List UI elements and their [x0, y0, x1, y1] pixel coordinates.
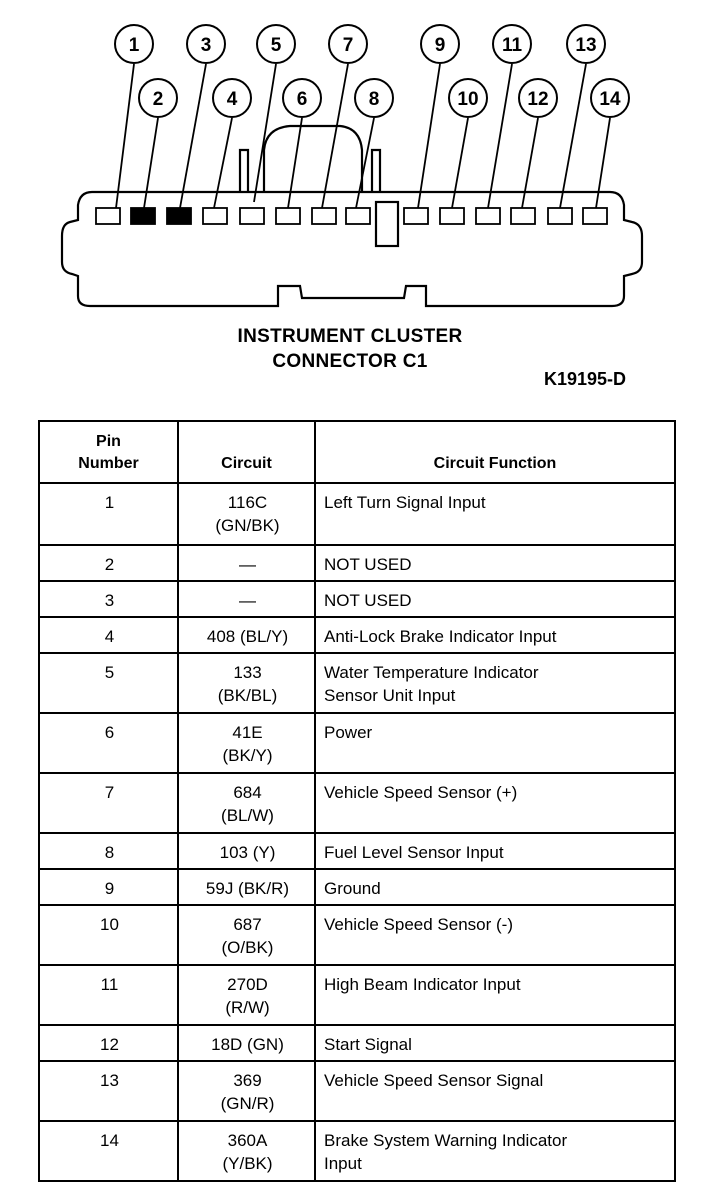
pinout-table [38, 420, 676, 1182]
pin-number-cell: 13 [39, 1061, 178, 1121]
header-circuit-function: Circuit Function [315, 421, 675, 483]
function-cell [315, 833, 675, 869]
pin-callout-label: 9 [434, 35, 446, 56]
circuit-color: (BK/Y) [222, 746, 273, 765]
circuit-code: 270D [227, 975, 268, 994]
function-cell [315, 869, 675, 905]
circuit-cell [178, 1121, 315, 1181]
function-cell [315, 1061, 675, 1121]
function-cell [315, 617, 675, 653]
pin-cavity-3 [167, 208, 191, 224]
pin-cavity-4 [203, 208, 227, 224]
circuit-cell [178, 653, 315, 713]
pin-callout-label: 5 [270, 35, 282, 56]
circuit-code: 408 (BL/Y) [206, 627, 289, 646]
pin-number-cell: 1 [39, 483, 178, 545]
pin-callout-6 [283, 79, 321, 117]
circuit-cell [178, 905, 315, 965]
circuit-code: 41E [232, 723, 263, 742]
circuit-code: 133 [233, 663, 262, 682]
pin-callout-2 [139, 79, 177, 117]
pin-callout-12 [519, 79, 557, 117]
circuit-code: 687 [233, 915, 262, 934]
function-cell [315, 965, 675, 1025]
pin-callout-1 [115, 25, 153, 63]
header-circuit: Circuit [178, 421, 315, 483]
pin-callout-label: 1 [128, 35, 140, 56]
pin-callout-label: 2 [152, 89, 164, 110]
pin-cavity-11 [476, 208, 500, 224]
table-row [39, 581, 675, 617]
table-row [39, 1025, 675, 1061]
function-cell [315, 1025, 675, 1061]
circuit-color: (BL/W) [221, 806, 274, 825]
function-cell [315, 483, 675, 545]
circuit-code: 116C [227, 493, 268, 512]
pin-callout-label: 7 [342, 35, 354, 56]
pin-number-cell: 5 [39, 653, 178, 713]
pin-cavity-13 [548, 208, 572, 224]
pin-callout-label: 11 [501, 35, 523, 56]
circuit-cell [178, 617, 315, 653]
table-row [39, 773, 675, 833]
pin-callout-3 [187, 25, 225, 63]
pin-cavity-10 [440, 208, 464, 224]
pin-callout-label: 3 [200, 35, 212, 56]
pin-cavity-5 [240, 208, 264, 224]
pin-number-cell: 11 [39, 965, 178, 1025]
pin-cavity-2 [131, 208, 155, 224]
table-row [39, 1061, 675, 1121]
header-pin-number [39, 421, 178, 483]
function-text-continued: Input [324, 1154, 362, 1173]
pin-callout-label: 4 [226, 89, 238, 110]
circuit-code: 684 [233, 783, 262, 802]
function-text-continued: Sensor Unit Input [324, 686, 456, 705]
function-cell [315, 653, 675, 713]
caption-line-1: INSTRUMENT CLUSTER [237, 326, 463, 347]
pin-cavity-8 [346, 208, 370, 224]
pin-callout-9 [421, 25, 459, 63]
pin-cavities [96, 208, 607, 224]
circuit-code: — [239, 591, 256, 610]
circuit-color: (BK/BL) [217, 686, 278, 705]
pin-callout-label: 12 [527, 89, 549, 110]
circuit-color: (O/BK) [221, 938, 274, 957]
pin-cavity-1 [96, 208, 120, 224]
circuit-code: 103 (Y) [219, 843, 276, 862]
circuit-code: 369 [233, 1071, 262, 1090]
figure-id: K19195-D [544, 369, 627, 389]
table-row [39, 617, 675, 653]
pin-number-cell: 6 [39, 713, 178, 773]
pin-cavity-14 [583, 208, 607, 224]
circuit-cell [178, 545, 315, 581]
circuit-cell [178, 965, 315, 1025]
function-text: NOT USED [324, 555, 412, 574]
circuit-code: — [239, 555, 256, 574]
pin-cavity-12 [511, 208, 535, 224]
caption-line-2: CONNECTOR C1 [272, 351, 428, 372]
pin-callout-11 [493, 25, 531, 63]
pin-callout-7 [329, 25, 367, 63]
table-row [39, 833, 675, 869]
circuit-color: (Y/BK) [222, 1154, 273, 1173]
table-row [39, 869, 675, 905]
function-cell [315, 545, 675, 581]
pin-number-cell: 3 [39, 581, 178, 617]
pin-callout-label: 8 [368, 89, 380, 110]
function-text: Ground [324, 879, 381, 898]
circuit-cell [178, 1025, 315, 1061]
pin-callouts [115, 25, 629, 117]
pin-number-cell: 7 [39, 773, 178, 833]
table-row [39, 1121, 675, 1181]
function-cell [315, 905, 675, 965]
pin-callout-13 [567, 25, 605, 63]
pin-number-cell: 4 [39, 617, 178, 653]
circuit-code: 59J (BK/R) [205, 879, 290, 898]
pin-number-cell: 2 [39, 545, 178, 581]
pin-number-cell: 14 [39, 1121, 178, 1181]
pin-number-cell: 9 [39, 869, 178, 905]
connector-diagram [0, 0, 704, 410]
function-cell [315, 713, 675, 773]
function-text: Vehicle Speed Sensor (+) [324, 783, 518, 802]
pin-number-cell: 8 [39, 833, 178, 869]
function-text: High Beam Indicator Input [324, 975, 521, 994]
function-cell [315, 1121, 675, 1181]
function-cell [315, 581, 675, 617]
circuit-cell [178, 581, 315, 617]
function-text: Brake System Warning Indicator [324, 1131, 568, 1150]
function-text: Fuel Level Sensor Input [324, 843, 504, 862]
pin-cavity-9 [404, 208, 428, 224]
pin-callout-label: 10 [457, 89, 479, 110]
table-row [39, 653, 675, 713]
table-row [39, 905, 675, 965]
function-text: Vehicle Speed Sensor Signal [324, 1071, 544, 1090]
function-text: Left Turn Signal Input [324, 493, 486, 512]
function-text: Start Signal [324, 1035, 412, 1054]
pin-callout-14 [591, 79, 629, 117]
pin-callout-label: 6 [296, 89, 308, 110]
circuit-cell [178, 869, 315, 905]
function-text: Water Temperature Indicator [324, 663, 539, 682]
pin-callout-4 [213, 79, 251, 117]
pin-callout-10 [449, 79, 487, 117]
circuit-color: (GN/R) [220, 1094, 275, 1113]
pin-number-cell: 10 [39, 905, 178, 965]
table-row [39, 713, 675, 773]
pin-number-cell: 12 [39, 1025, 178, 1061]
table-row [39, 545, 675, 581]
function-text: NOT USED [324, 591, 412, 610]
pin-callout-label: 14 [599, 89, 621, 110]
circuit-code: 360A [227, 1131, 268, 1150]
header-pin-line2: Number [78, 455, 139, 472]
circuit-cell [178, 773, 315, 833]
circuit-color: (GN/BK) [215, 516, 280, 535]
pin-cavity-7 [312, 208, 336, 224]
function-cell [315, 773, 675, 833]
circuit-cell [178, 1061, 315, 1121]
table-row [39, 483, 675, 545]
pin-callout-label: 13 [575, 35, 597, 56]
pin-cavity-6 [276, 208, 300, 224]
table-row [39, 965, 675, 1025]
pin-callout-8 [355, 79, 393, 117]
function-text: Power [324, 723, 373, 742]
pin-callout-5 [257, 25, 295, 63]
circuit-code: 18D (GN) [211, 1035, 284, 1054]
function-text: Anti-Lock Brake Indicator Input [324, 627, 557, 646]
header-pin-line1: Pin [96, 433, 121, 450]
function-text: Vehicle Speed Sensor (-) [324, 915, 513, 934]
circuit-color: (R/W) [225, 998, 270, 1017]
table-header-row [39, 421, 675, 483]
circuit-cell [178, 483, 315, 545]
circuit-cell [178, 833, 315, 869]
circuit-cell [178, 713, 315, 773]
